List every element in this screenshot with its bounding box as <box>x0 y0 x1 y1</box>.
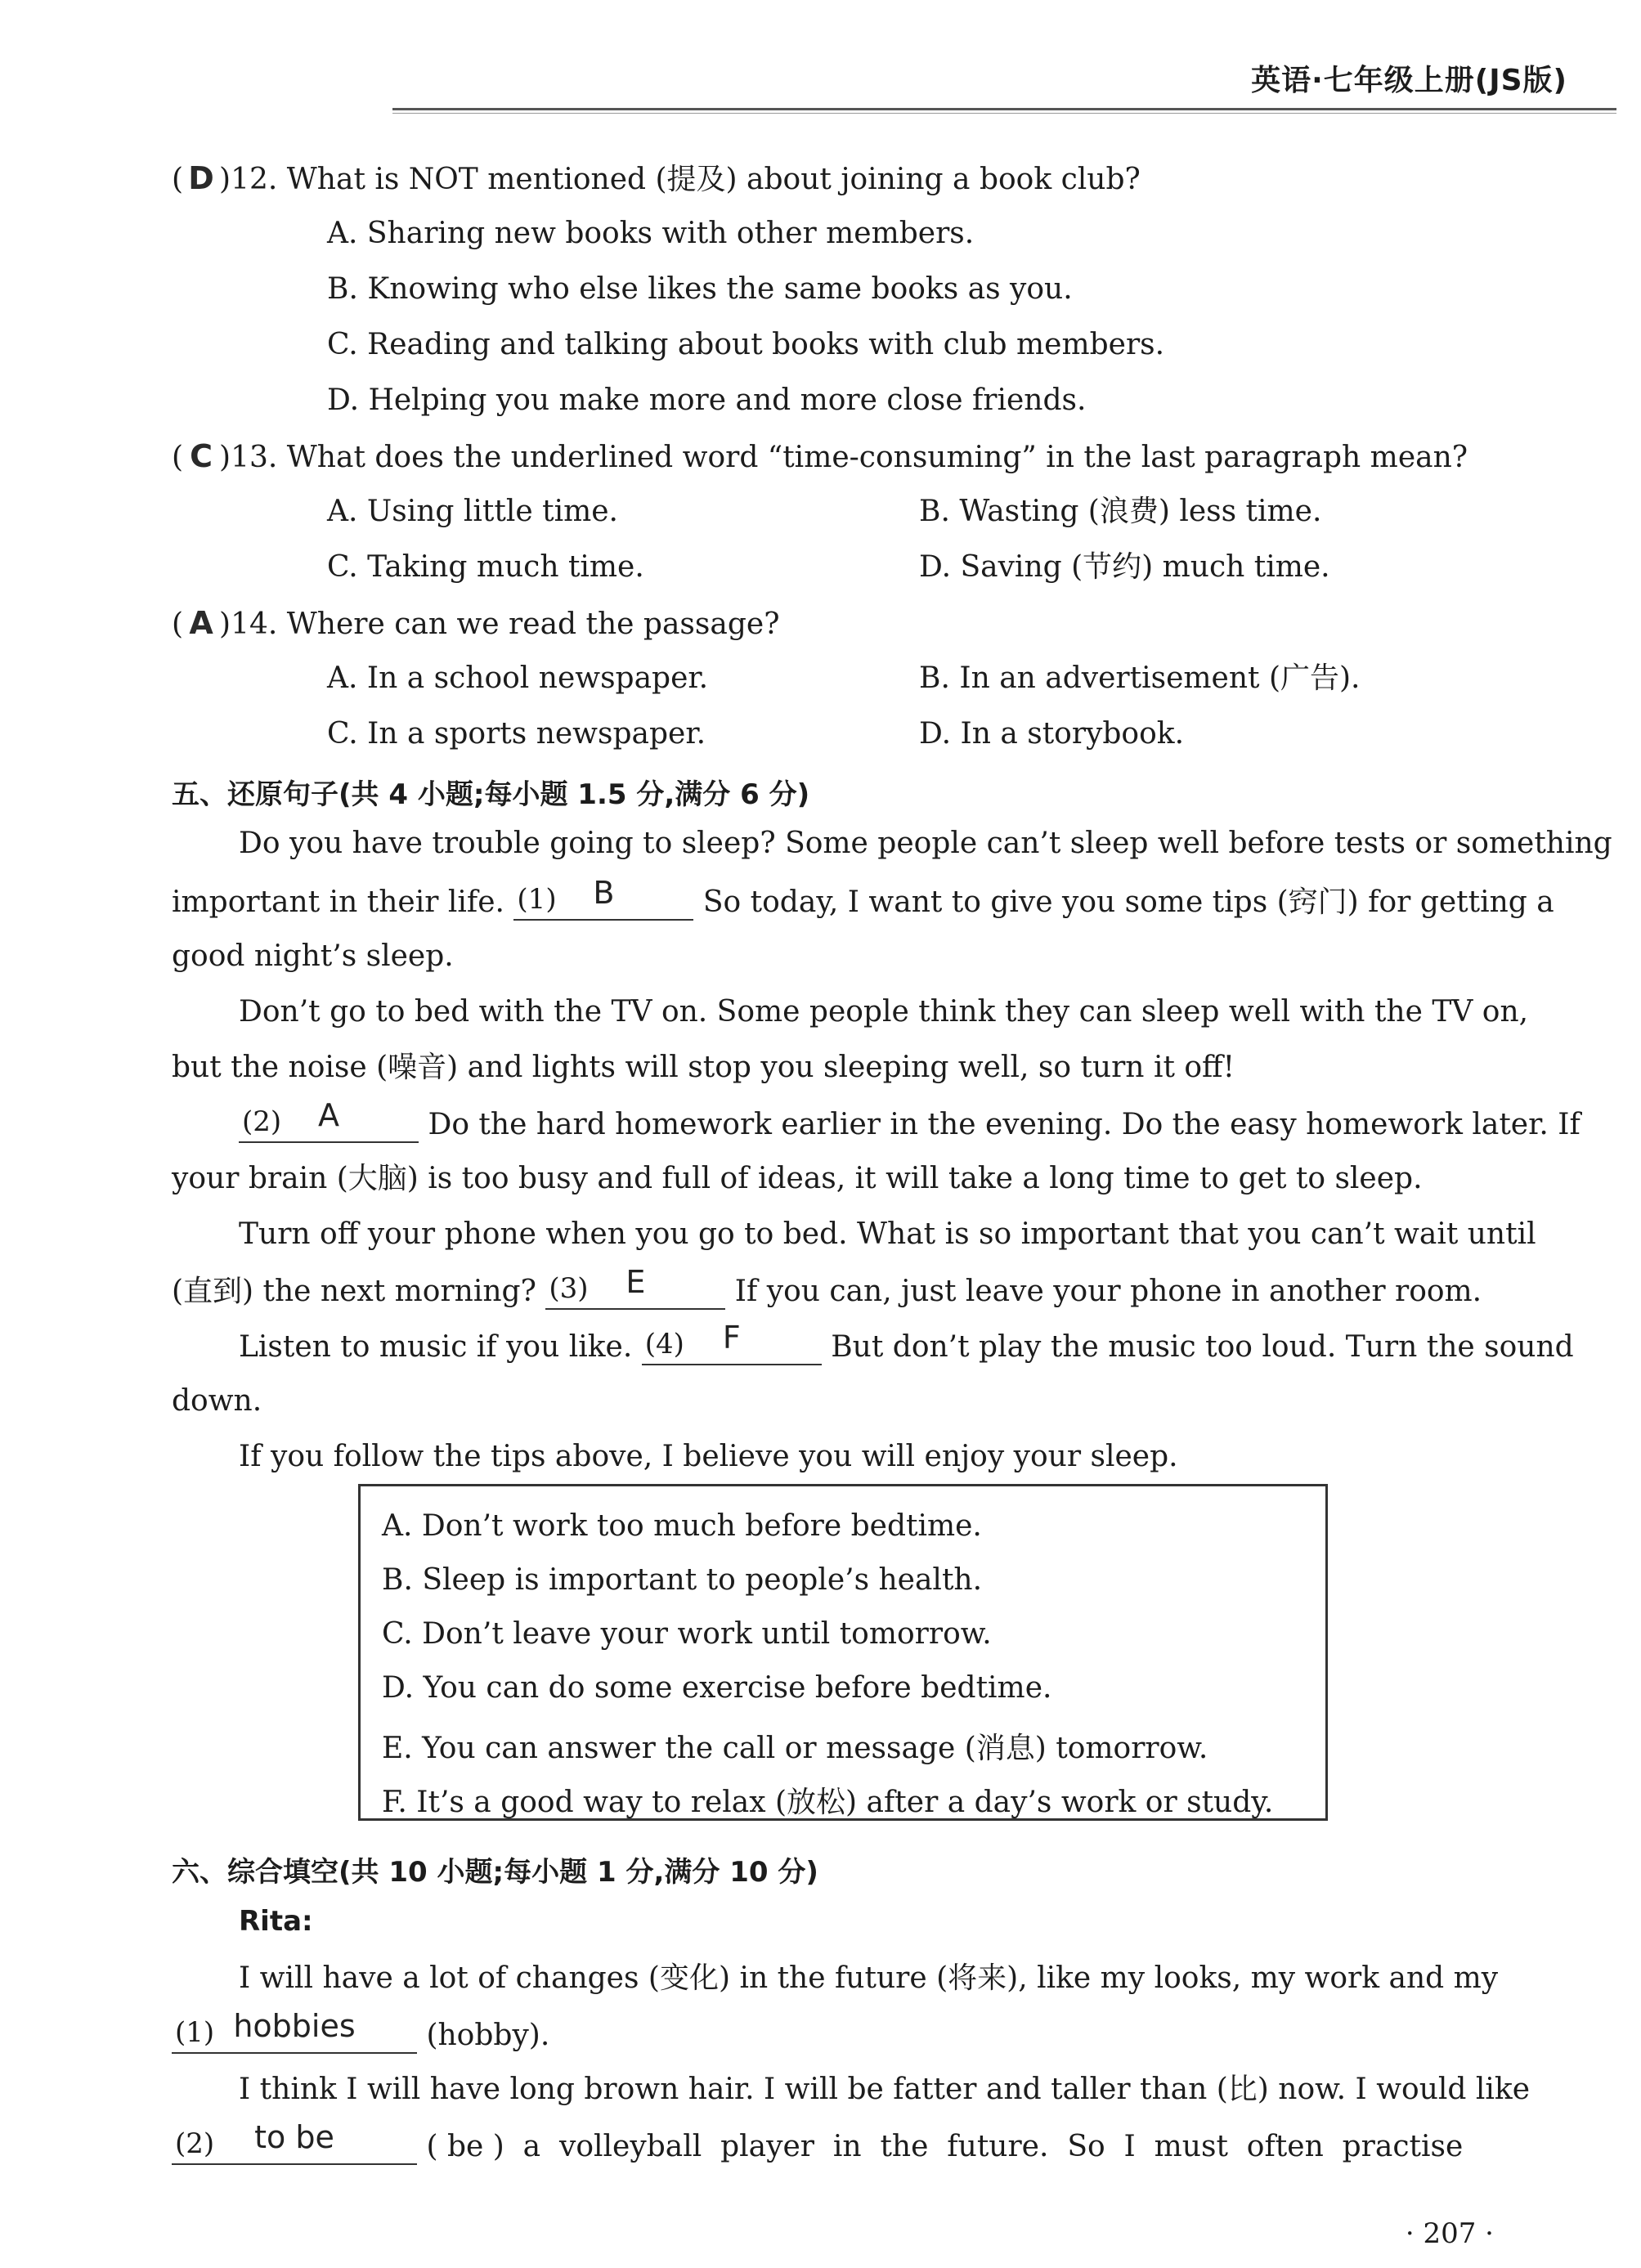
s6-blank-1-answer: hobbies <box>233 2008 356 2044</box>
blank-2-number: (2) <box>242 1105 282 1138</box>
choice-b: B. Sleep is important to people’s health. <box>382 1563 983 1597</box>
s5-text: (直到) the next morning? <box>172 1275 536 1308</box>
blank-1-number: (1) <box>517 883 557 916</box>
speaker-label: Rita: <box>239 1905 313 1938</box>
paren-open: ( <box>172 607 184 641</box>
question-14 <box>172 605 780 643</box>
s6-para1-line2 <box>172 2008 550 2054</box>
header-rule-thin <box>392 113 1616 114</box>
question-13 <box>172 438 1468 476</box>
answer-13: C <box>190 438 213 474</box>
blank-3-number: (3) <box>549 1272 589 1305</box>
s5-para1-line3: good night’s sleep. <box>172 939 454 973</box>
section-6-title: 六、综合填空(共 10 小题;每小题 1 分,满分 10 分) <box>172 1856 818 1889</box>
s6-text: ( be ) a volleyball player in the future. So I must often practise <box>426 2130 1464 2163</box>
q13-option-a: A. Using little time. <box>327 495 618 528</box>
blank-3 <box>545 1264 725 1310</box>
choice-f: F. It’s a good way to relax (放松) after a day’s work or study. <box>382 1786 1274 1819</box>
question-12-stem: )12. What is NOT mentioned (提及) about joining a book club? <box>219 163 1141 196</box>
blank-4 <box>642 1320 822 1365</box>
blank-4-number: (4) <box>644 1328 684 1360</box>
q14-option-a: A. In a school newspaper. <box>327 661 709 695</box>
choice-e: E. You can answer the call or message (消息) tomorrow. <box>382 1732 1208 1765</box>
q14-option-d: D. In a storybook. <box>919 717 1185 751</box>
q12-option-c: C. Reading and talking about books with club members. <box>327 328 1165 361</box>
s5-para1-line2 <box>172 875 1554 921</box>
section-5-title: 五、还原句子(共 4 小题;每小题 1.5 分,满分 6 分) <box>172 778 810 811</box>
s5-para5-line1 <box>239 1320 1574 1365</box>
s5-para2-line1: Don’t go to bed with the TV on. Some people think they can sleep well with the TV on, <box>239 995 1529 1029</box>
header-rule <box>392 108 1616 110</box>
s5-para4-line1: Turn off your phone when you go to bed. What is so important that you can’t wait until <box>239 1217 1536 1251</box>
s5-text: Do the hard homework earlier in the evening. Do the easy homework later. If <box>428 1108 1580 1141</box>
s5-para4-line2 <box>172 1264 1482 1310</box>
s6-para2-line1: I think I will have long brown hair. I will be fatter and taller than (比) now. I would like <box>239 2073 1531 2106</box>
paren-open: ( <box>172 441 184 474</box>
q13-option-d: D. Saving (节约) much time. <box>919 550 1330 584</box>
blank-4-answer: F <box>722 1320 741 1356</box>
s6-blank-2-number: (2) <box>175 2127 215 2160</box>
q14-option-c: C. In a sports newspaper. <box>327 717 706 751</box>
s5-para3-line2: your brain (大脑) is too busy and full of ideas, it will take a long time to get to sleep. <box>172 1162 1423 1195</box>
choices-box <box>358 1484 1328 1821</box>
question-13-stem: )13. What does the underlined word “time-consuming” in the last paragraph mean? <box>219 441 1468 474</box>
s5-para2-line2: but the noise (噪音) and lights will stop you sleeping well, so turn it off! <box>172 1051 1235 1084</box>
blank-1-answer: B <box>593 875 615 911</box>
s5-text: So today, I want to give you some tips (窍门) for getting a <box>702 885 1554 919</box>
blank-2 <box>239 1097 419 1143</box>
q12-option-a: A. Sharing new books with other members. <box>327 217 975 250</box>
s5-text: important in their life. <box>172 885 504 919</box>
page-header-title: 英语·七年级上册(JS版) <box>1251 64 1567 97</box>
answer-12: D <box>188 160 214 196</box>
answer-14: A <box>189 605 213 641</box>
s5-para1-line1: Do you have trouble going to sleep? Some people can’t sleep well before tests or something <box>239 827 1612 860</box>
s5-para6: If you follow the tips above, I believe you will enjoy your sleep. <box>239 1440 1178 1473</box>
s6-blank-2-answer: to be <box>254 2119 334 2155</box>
s6-text: (hobby). <box>426 2019 550 2052</box>
blank-3-answer: E <box>625 1264 646 1300</box>
page-number: · 207 · <box>1405 2217 1494 2250</box>
q13-option-c: C. Taking much time. <box>327 550 644 584</box>
q12-option-b: B. Knowing who else likes the same books as you. <box>327 272 1073 306</box>
s6-blank-1 <box>172 2008 417 2054</box>
blank-1 <box>513 875 693 921</box>
choice-a: A. Don’t work too much before bedtime. <box>382 1509 982 1543</box>
question-12 <box>172 160 1141 198</box>
s5-text: Listen to music if you like. <box>239 1330 633 1364</box>
choice-d: D. You can do some exercise before bedtime. <box>382 1671 1052 1705</box>
s5-text: But don’t play the music too loud. Turn the sound <box>831 1330 1574 1364</box>
q13-option-b: B. Wasting (浪费) less time. <box>919 495 1322 528</box>
paren-open: ( <box>172 163 184 196</box>
q12-option-d: D. Helping you make more and more close friends. <box>327 383 1087 417</box>
choice-c: C. Don’t leave your work until tomorrow. <box>382 1617 992 1651</box>
s6-blank-2 <box>172 2119 417 2165</box>
s6-blank-1-number: (1) <box>175 2016 215 2049</box>
s6-para2-line2 <box>172 2119 1464 2165</box>
s5-para3-line1 <box>239 1097 1580 1143</box>
question-14-stem: )14. Where can we read the passage? <box>219 607 780 641</box>
q14-option-b: B. In an advertisement (广告). <box>919 661 1361 695</box>
s5-para5-line2: down. <box>172 1384 262 1418</box>
s5-text: If you can, just leave your phone in another room. <box>734 1275 1482 1308</box>
blank-2-answer: A <box>318 1097 339 1133</box>
s6-para1-line1: I will have a lot of changes (变化) in the future (将来), like my looks, my work and my <box>239 1961 1499 1995</box>
